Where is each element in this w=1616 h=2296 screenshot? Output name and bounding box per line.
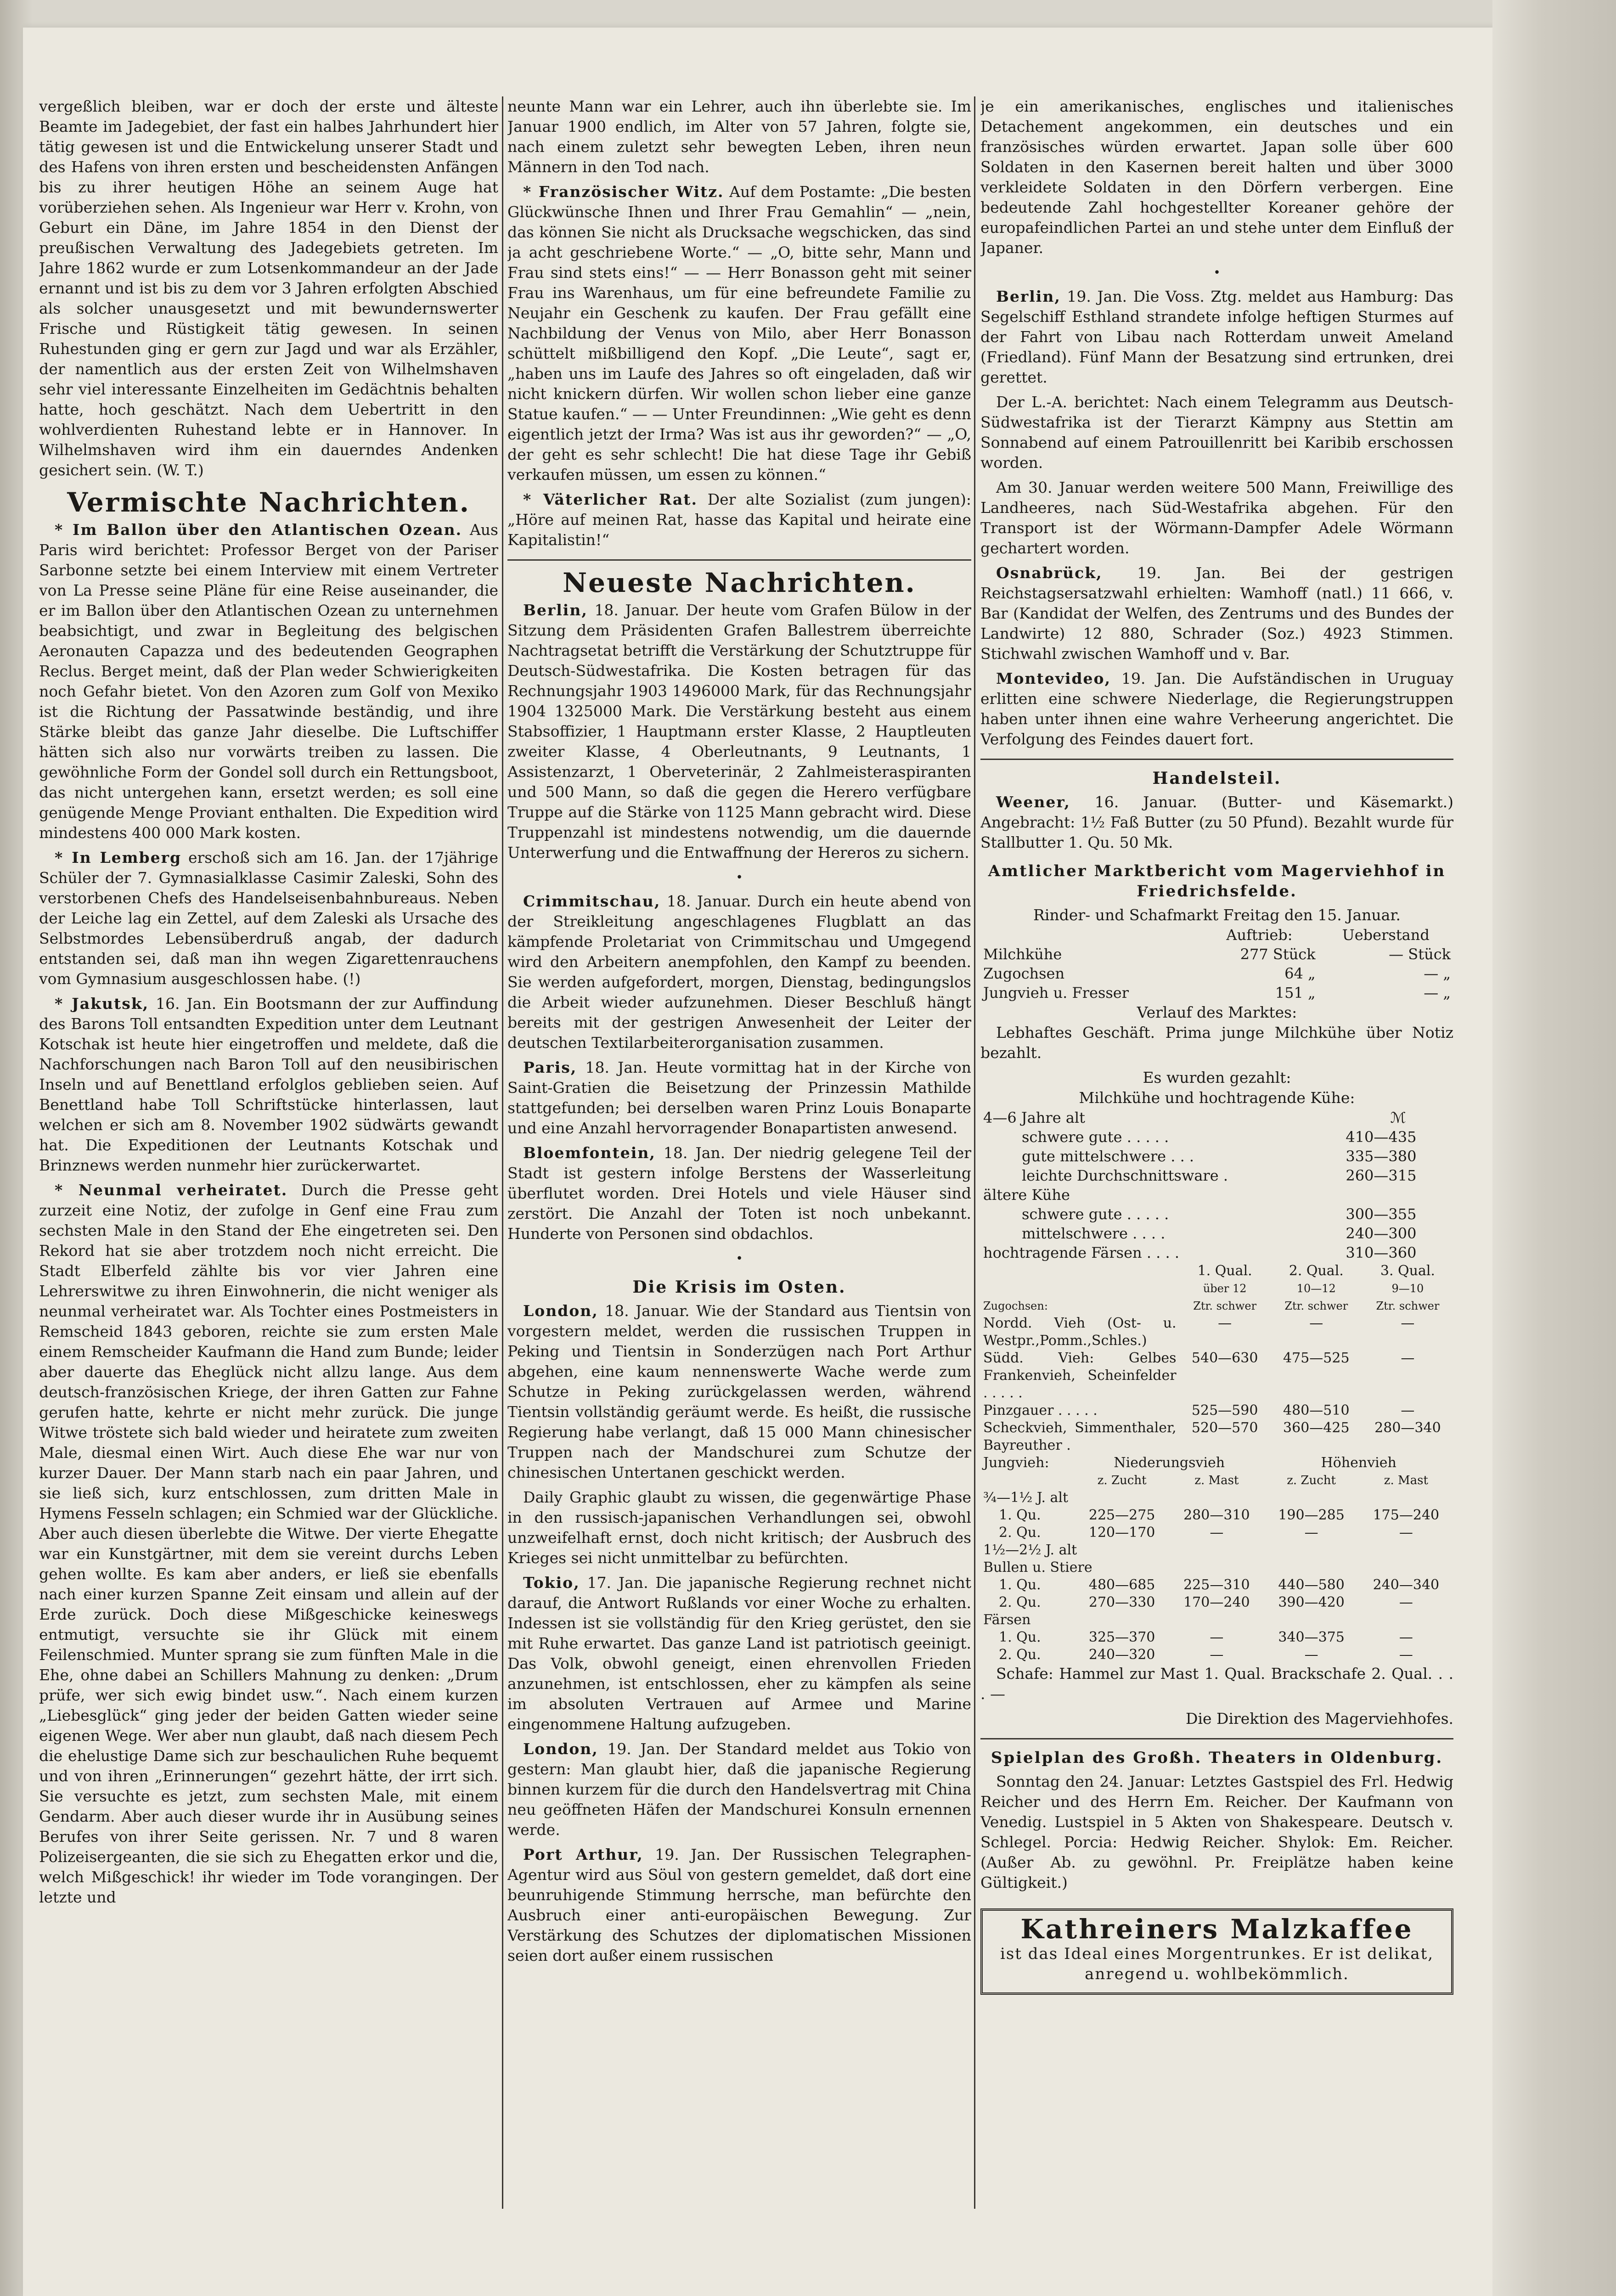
advertisement-kathreiner (980, 1908, 1453, 1995)
table-row: Zugochsen 64 „ — „ (983, 965, 1451, 982)
article-continuation: neunte Mann war ein Lehrer, auch ihn überlebte sie. Im Januar 1900 endlich, im Alter von 57 Jahren, folgte sie, nach einem zuletzt sehr bewegten Leben, ihren neun Männern in den Tod nach. (507, 97, 971, 176)
table-row: 2. Qu. 270—330 170—240 390—420 — (999, 1594, 1413, 1610)
kuehe-title: Milchkühe und hochtragende Kühe: (1079, 1089, 1355, 1107)
table-row: leichte Durchschnittsware . 260—315 (1022, 1167, 1417, 1184)
ad-text: ist das Ideal eines Morgentrunkes. Er ist delikat, anregend u. wohlbekömmlich. (1000, 1945, 1434, 1983)
market-signature: Die Direktion des Magerviehhofes. (1185, 1710, 1453, 1728)
separator-dot: • (1213, 266, 1221, 280)
news-london-2: London, 19. Jan. Der Standard meldet aus Tokio von gestern: Man glaubt hier, daß die japanische Regierung binnen kurzem für die durch den Handelsvertrag mit China neu geöffneten Häfen der Mandschurei Konsuln ernennen werde. (507, 1740, 971, 1839)
column-rule (502, 96, 503, 2209)
market-weener: Weener, 16. Januar. (Butter- und Käsemarkt.) Angebracht: 1½ Faß Butter (zu 50 Pfund). Bezahlt wurde für Stallbutter 1. Qu. 50 Mk. (980, 793, 1453, 851)
livestock-supply-table: Auftrieb: Ueberstand Milchkühe 277 Stück — Stück Zugochsen 64 „ — „ Jungvieh u. Fresser 151 „ — „ (980, 925, 1453, 1002)
news-paris: Paris, 18. Jan. Heute vormittag hat in der Kirche von Saint-Gratien die Beisetzung der Prinzessin Mathilde stattgefunden; bei derselben waren Prinz Louis Bonaparte und eine Anzahl hervorragender Bonapartisten anwesend. (507, 1058, 971, 1137)
news-tokio: Tokio, 17. Jan. Die japanische Regierung rechnet nicht darauf, die Antwort Rußlands vor einer Woche zu erhalten. Indessen ist sie vollständig für den Krieg gerüstet, den sie mit Ruhe erwartet. Das ganze Land ist patriotisch geeinigt. Das Volk, obwohl geneigt, einen ehrenvollen Frieden anzunehmen, ist entschlossen, eher zu kämpfen als seine im absoluten Vertrauen auf Armee und Marine eingenommene Haltung aufzugeben. (507, 1574, 971, 1733)
article-jakutsk: * Jakutsk, 16. Jan. Ein Bootsmann der zur Auffindung des Barons Toll entsandten Expedition unter dem Leutnant Kotschak ist heute hier eingetroffen und meldete, daß die Nachforschungen nach Baron Toll auf den neusibirischen Inseln und auf Benettland erfolglos geblieben seien. Auf Benettland habe Toll Schriftstücke hinterlassen, laut welchen er sich am 8. November 1902 südwärts gewandt hat. Die Expeditionen der Leutnants Kotschak und Brinznews werden nunmehr hier zurückerwartet. (39, 995, 498, 1174)
section-heading-vermischte: Vermischte Nachrichten. (67, 487, 470, 518)
table-row: Nordd. Vieh (Ost- u. Westpr.,Pomm.,Schles.) — — — (983, 1315, 1415, 1349)
table-row: 1. Qu. 225—275 280—310 190—285 175—240 (999, 1507, 1440, 1523)
news-continuation: je ein amerikanisches, englisches und italienisches Detachement angekommen, ein deutsches und ein französisches würden erwartet. Japan solle über 600 Soldaten in den Kasernen bereit halten und über 3000 verkleidete Soldaten in den Dörfern verbergen. Eine bedeutende Zahl hochgestellter Koreaner gehöre der europafeindlichen Partei an und stehe unter dem Einfluß der Japaner. (980, 97, 1453, 257)
table-row: Scheckvieh, Simmenthaler, Bayreuther . 520—570 360—425 280—340 (983, 1420, 1441, 1453)
ox-price-table: 1. Qual. 2. Qual. 3. Qual. über 12 10—12 9—10 Zugochsen: Ztr. schwer Ztr. schwer Ztr. schwer Nordd. Vieh (Ost- u. Westpr.,Pomm.,Schles.) — — — Südd. Vieh: Gelbes Frankenvieh, Scheinfelder . . . . . 540—630 475—525 — Pinzgauer . . . . . 525—590 480—510 — Scheckvieh, Simmenthaler, Bayreuther . 520—570 360—425 280—340 (980, 1262, 1453, 1454)
news-london-1: London, 18. Januar. Wie der Standard aus Tientsin von vorgestern meldet, werden die russischen Truppen in Peking und Tientsin in Sonderzügen nach Port Arthur abgehen, eine kaum nennenswerte Wache werde zum Schutze in Peking zurückgelassen werden, während Tientsin vollständig geräumt werde. Es heißt, die russische Regierung habe verlangt, daß 15 000 Mann chinesischer Truppen nach der Mandschurei zum Schutze der chinesischen Untertanen geschickt werden. (507, 1302, 971, 1481)
young-cattle-table: Jungvieh: Niederungsvieh Höhenvieh z. Zucht z. Mast z. Zucht z. Mast ¾—1½ J. alt 1. Qu. 225—275 280—310 190—285 175—240 2. Qu. 120—170 — — — 1½—2½ J. alt Bullen u. Stiere 1. Qu. 480—685 225—310 440—580 240—340 2. Qu. 270—330 170—240 390—420 — Färsen 1. Qu. 325—370 — 340—375 — 2. Qu. 240—320 — — — (980, 1454, 1453, 1664)
column-3 (980, 96, 1453, 2255)
sub-heading-krisis: Die Krisis im Osten. (632, 1277, 846, 1297)
table-row: hochtragende Färsen . . . . 310—360 (983, 1244, 1417, 1261)
article-neunmal: * Neunmal verheiratet. Durch die Presse geht zurzeit eine Notiz, der zufolge in Genf eine Frau zum sechsten Male in den Stand der Ehe eingetreten sei. Den Rekord hat sie aber trotzdem noch nicht erreicht. Die Stadt Elberfeld zählte bis vor vier Jahren eine Lehrerswitwe zu ihren Einwohnerin, die nicht weniger als neunmal verheiratet war. Als Tochter eines Postmeisters in Remscheid 1843 geboren, reichte sie zum ersten Male einem Remscheider Kaufmann die Hand zum Bunde; leider aber dauerte das Eheglück nicht allzu lange. Aus dem deutsch-französischen Kriege, der ihren Gatten zur Fahne gerufen hatte, kehrte er nicht mehr zurück. Die junge Witwe tröstete sich bald wieder und heiratete zum zweiten Male, diesmal einen Wirt. Auch diese Ehe war nur von kurzer Dauer. Der Mann starb nach ein paar Jahren, und sie ließ sich, kurz entschlossen, zum dritten Male in Hymens Fesseln schlagen; ein Schmied war der Glückliche. Aber auch diesen überlebte die Witwe. Der vierte Ehegatte war ein Kunstgärtner, mit dem sie vereint durchs Leben gehen wollte. Es kam aber anders, er ließ sie ebenfalls nach einer kurzen Spanne Zeit einsam und allein auf der Erde zurück. Doch diese Mißgeschicke keineswegs entmutigt, versuchte sie ihr Glück mit einem Feilenschmied. Munter sprang sie zum fünften Male in die Ehe, ohne dabei an Schillers Mahnung zu denken: „Drum prüfe, wer sich ewig bindet usw.“. Nach einem kurzen „Liebesglück“ ging jeder der beiden Gatten wieder seine eigenen Wege. Wer aber nun glaubt, daß nach diesem Pech die ehelustige Dame sich zur beschaulichen Ruhe bequemt und von ihren „Erinnerungen“ gezehrt hätte, der irrt sich. Sie versuchte es jetzt, zum sechsten Male, mit einem Gendarm. Aber auch dieser wurde ihr in Ausübung seines Berufes von ihrer Seite gerissen. Nr. 7 und 8 waren Polizeisergeanten, die sie sich zu Ehegatten erkor und die, welch Mißgeschick! ihr wieder im Tode vorangingen. Der letzte und (39, 1181, 498, 1906)
news-bloemfontein: Bloemfontein, 18. Jan. Der niedrig gelegene Teil der Stadt ist gestern infolge Berstens der Wasserleitung überflutet worden. Drei Hotels und viele Häuser sind zerstört. Die Anzahl der Toten ist noch unbekannt. Hunderte von Personen sind obdachlos. (507, 1144, 971, 1243)
section-heading-neueste: Neueste Nachrichten. (563, 567, 916, 598)
divider (980, 759, 1453, 760)
table-row: mittelschwere . . . . 240—300 (1022, 1225, 1417, 1242)
news-daily-graphic: Daily Graphic glaubt zu wissen, die gegenwärtige Phase in den russisch-japanischen Verhandlungen sei, obwohl unzweifelhaft ernst, doch nicht kritisch; der Ausbruch des Krieges sei nicht unmittelbar zu befürchten. (507, 1488, 971, 1567)
next-page-edge (1492, 0, 1616, 2296)
separator-dot: • (736, 871, 743, 884)
table-row: Milchkühe 277 Stück — Stück (983, 945, 1451, 963)
divider (980, 1738, 1453, 1739)
news-la: Der L.-A. berichtet: Nach einem Telegramm aus Deutsch-Südwestafrika ist der Tierarzt Kämpny aus Stettin am Sonnabend auf einem Patrouillenritt bei Karibib erschossen worden. (980, 393, 1453, 472)
separator-dot: • (736, 1252, 743, 1266)
news-osnabrueck: Osnabrück, 19. Jan. Bei der gestrigen Reichstagsersatzwahl erhielten: Wamhoff (natl.) 11 666, v. Bar (Kandidat der Welfen, des Zentrums und des Bundes der Landwirte) 12 880, Schrader (Soz.) 4923 Stimmen. Stichwahl zwischen Wamhoff und v. Bar. (980, 564, 1453, 663)
verlauf-text: Lebhaftes Geschäft. Prima junge Milchkühe über Notiz bezahlt. (980, 1024, 1453, 1062)
news-port-arthur: Port Arthur, 19. Jan. Der Russischen Telegraphen-Agentur wird aus Söul von gestern gemeldet, daß dort eine beunruhigende Stimmung herrsche, man befürchte den Ausbruch einer anti-europäischen Bewegung. Zur Verstärkung des Schutzes der diplomatischen Missionen seien dort außer einem russischen (507, 1846, 971, 1964)
article-ballon: * Im Ballon über den Atlantischen Ozean. Aus Paris wird berichtet: Professor Berget von der Pariser Sarbonne setzte bei einem Interview mit einem Vertreter von La Presse seine Pläne für eine Reise auseinander, die er im Ballon über den Atlantischen Ozean zu unternehmen beabsichtigt, und zwar in Begleitung des belgischen Aeronauten Capazza und des bedeutenden Geographen Reclus. Berget meint, daß der Plan weder Schwierigkeiten noch Gefahr bietet. Von den Azoren zum Golf von Mexiko ist die Richtung der Passatwinde beständig, und ihre Stärke bleibt das ganze Jahr dieselbe. Die Luftschiffer hätten sich also nur vorwärts treiben zu lassen. Die gewöhnliche Form der Gondel soll durch ein Rettungsboot, das nicht untergehen kann, ersetzt werden; es soll eine genügende Menge Proviant enthalten. Die Expedition wird mindestens 400 000 Mark kosten. (39, 521, 498, 842)
column-rule (974, 96, 975, 2209)
table-row: 1. Qu. 480—685 225—310 440—580 240—340 (999, 1577, 1440, 1593)
article-witz: * Französischer Witz. Auf dem Postamte: „Die besten Glückwünsche Ihnen und Ihrer Frau Gemahlin“ — „nein, das können Sie nicht als Drucksache wegschicken, das sind ja acht geschriebene Worte.“ — „O, bitte sehr, Mann und Frau sind stets eins!“ — — Herr Bonasson geht mit seiner Frau ins Warenhaus, um für eine befreundete Familie zu Neujahr ein Geschenk zu kaufen. Der Frau gefällt eine Nachbildung der Venus von Milo, aber Herr Bonasson schüttelt mißbilligend den Kopf. „Die Leute“, sagt er, „haben uns im Laufe des Jahres so oft eingeladen, daß wir nicht knickern dürfen. Wir wollen schon lieber eine ganze Statue kaufen.“ — — Unter Freundinnen: „Wie geht es denn eigentlich jetzt der Irma? Was ist aus ihr geworden?“ — „O, der geht es sehr schlecht! Die hat diese Tage ihr Gebiß verkaufen müssen, um essen zu können.“ (507, 183, 971, 484)
table-row: 2. Qu. 240—320 — — — (999, 1647, 1413, 1663)
market-report-subtitle: Rinder- und Schafmarkt Freitag den 15. Januar. (1033, 906, 1401, 924)
table-row: Pinzgauer . . . . . 525—590 480—510 — (983, 1402, 1415, 1418)
cow-price-table: 4—6 Jahre alt ℳ schwere gute . . . . . 410—435 gute mittelschwere . . . 335—380 leichte Durchschnittsware . 260—315 ältere Kühe schwere gute . . . . . 300—355 mittelschwere . . . . 240—300 hochtragende Färsen . . . . 310—360 (980, 1108, 1453, 1262)
news-berlin-2: Berlin, 19. Jan. Die Voss. Ztg. meldet aus Hamburg: Das Segelschiff Esthland strandete infolge heftigen Sturmes auf der Fahrt von Libau nach Rotterdam unweit Ameland (Friedland). Fünf Mann der Besatzung sind ertrunken, drei gerettet. (980, 287, 1453, 386)
theater-schedule-title: Spielplan des Großh. Theaters in Oldenburg. (991, 1749, 1443, 1767)
table-row: schwere gute . . . . . 410—435 (1022, 1128, 1417, 1146)
theater-schedule-text: Sonntag den 24. Januar: Letztes Gastspiel des Frl. Hedwig Reicher und des Herrn Em. Reicher. Der Kaufmann von Venedig. Lustspiel in 5 Akten von Shakespeare. Deutsch v. Schlegel. Porcia: Hedwig Reicher. Shylok: Em. Reicher. (Außer Ab. zu gewöhnl. Pr. Freiplätze haben keine Gültigkeit.) (980, 1773, 1453, 1891)
market-report-title: Amtlicher Marktbericht vom Magerviehhof in Friedrichsfelde. (988, 862, 1446, 900)
table-row: 2. Qu. 120—170 — — — (999, 1525, 1413, 1541)
table-row: Südd. Vieh: Gelbes Frankenvieh, Scheinfelder . . . . . 540—630 475—525 — (983, 1350, 1415, 1401)
news-30-januar: Am 30. Januar werden weitere 500 Mann, Freiwillige des Landheeres, nach Süd-Westafrika abgehen. Für den Transport ist der Wörmann-Dampfer Adele Wörmann gechartert worden. (980, 478, 1453, 557)
news-montevideo: Montevideo, 19. Jan. Die Aufständischen in Uruguay erlitten eine schwere Niederlage, die Regierungstruppen haben unter ihnen eine wahre Verheerung angerichtet. Die Verfolgung des Feindes dauert fort. (980, 670, 1453, 748)
gezahlt-title: Es wurden gezahlt: (1143, 1069, 1291, 1086)
column-2 (507, 96, 971, 2255)
table-row: 1. Qu. 325—370 — 340—375 — (999, 1629, 1413, 1645)
article-lemberg: * In Lemberg erschoß sich am 16. Jan. der 17jährige Schüler der 7. Gymnasialklasse Casimir Zaleski, Sohn des verstorbenen Chefs des Handelseisenbahnbureaus. Neben der Leiche lag ein Zettel, auf dem Zaleski als Ursache des Selbstmordes Lebensüberdruß angab, der dadurch entstanden sei, daß man ihn wegen Zigarettenrauchens vom Gymnasium ausgeschlossen habe. (!) (39, 849, 498, 988)
article-rat: * Väterlicher Rat. Der alte Sozialist (zum jungen): „Höre auf meinen Rat, hasse das Kapital und heirate eine Kapitalistin!“ (507, 490, 971, 549)
obituary-paragraph: vergeßlich bleiben, war er doch der erste und älteste Beamte im Jadegebiet, der fast ein halbes Jahrhundert hier tätig gewesen ist und die Entwickelung unserer Stadt und des Hafens von ihren ersten und bescheidensten Anfängen bis zu ihrer heutigen Höhe an seinem Auge hat vorüberziehen sehen. Als Ingenieur war Herr v. Krohn, von Geburt ein Däne, im Jahre 1854 in den Dienst der preußischen Verwaltung des Jadegebiets getreten. Im Jahre 1862 wurde er zum Lotsenkommandeur an der Jade ernannt und ist bis zu dem vor 3 Jahren erfolgten Abschied als solcher unausgesetzt und mit bewundernswerter Frische und Rüstigkeit tätig gewesen. In seinen Ruhestunden ging er gern zur Jagd und war als Erzähler, der namentlich aus der ersten Zeit von Wilhelmshaven sehr viel interessante Einzelheiten im Gedächtnis behalten hatte, hoch geschätzt. Nach dem Uebertritt in den wohlverdienten Ruhestand lebte er in Hannover. In Wilhelmshaven wird ihm ein dauerndes Andenken gesichert sein. (W. T.) (39, 97, 498, 479)
verlauf-title: Verlauf des Marktes: (1137, 1003, 1297, 1021)
ad-title: Kathreiners Malzkaffee (1020, 1913, 1413, 1945)
column-1 (39, 96, 498, 2255)
sheep-line: Schafe: Hammel zur Mast 1. Qual. Brackschafe 2. Qual. . . . — (980, 1665, 1453, 1703)
table-row: Jungvieh u. Fresser 151 „ — „ (983, 984, 1451, 1002)
news-berlin: Berlin, 18. Januar. Der heute vom Grafen Bülow in der Sitzung dem Präsidenten Grafen Ballestrem überreichte Nachtragsetat betrifft die Verstärkung der Schutztruppe für Deutsch-Südwestafrika. Die Kosten betragen für das Rechnungsjahr 1903 1496000 Mark, für das Rechnungsjahr 1904 1325000 Mark. Die Verstärkung besteht aus einem Stabsoffizier, 1 Hauptmann erster Klasse, 2 Hauptleuten zweiter Klasse, 4 Oberleutnants, 9 Leutnants, 1 Assistenzarzt, 1 Oberveterinär, 2 Zahlmeisteraspiranten und 500 Mann, so daß die gegen die Herero verfügbare Truppe auf die Stärke von 1125 Mann gebracht wird. Diese Truppenzahl ist mindestens notwendig, um die dauernde Unterwerfung und die Entwaffnung der Hereros zu sichern. (507, 601, 971, 861)
section-heading-handelsteil: Handelsteil. (1152, 769, 1282, 788)
divider (507, 559, 971, 561)
news-crimmitschau: Crimmitschau, 18. Januar. Durch ein heute abend von der Streikleitung angeschlagenes Flugblatt an das kämpfende Proletariat von Crimmitschau und Umgegend wird den Arbeitern anempfohlen, den Kampf zu beenden. Sie werden aufgefordert, morgen, Dienstag, bedingungslos die Arbeit wieder aufzunehmen. Dieser Beschluß hängt bereits mit der gestrigen Anwesenheit der Leiter der deutschen Textilarbeiterorganisation zusammen. (507, 892, 971, 1052)
table-row: gute mittelschwere . . . 335—380 (1022, 1148, 1417, 1165)
table-row: schwere gute . . . . . 300—355 (1022, 1205, 1417, 1223)
